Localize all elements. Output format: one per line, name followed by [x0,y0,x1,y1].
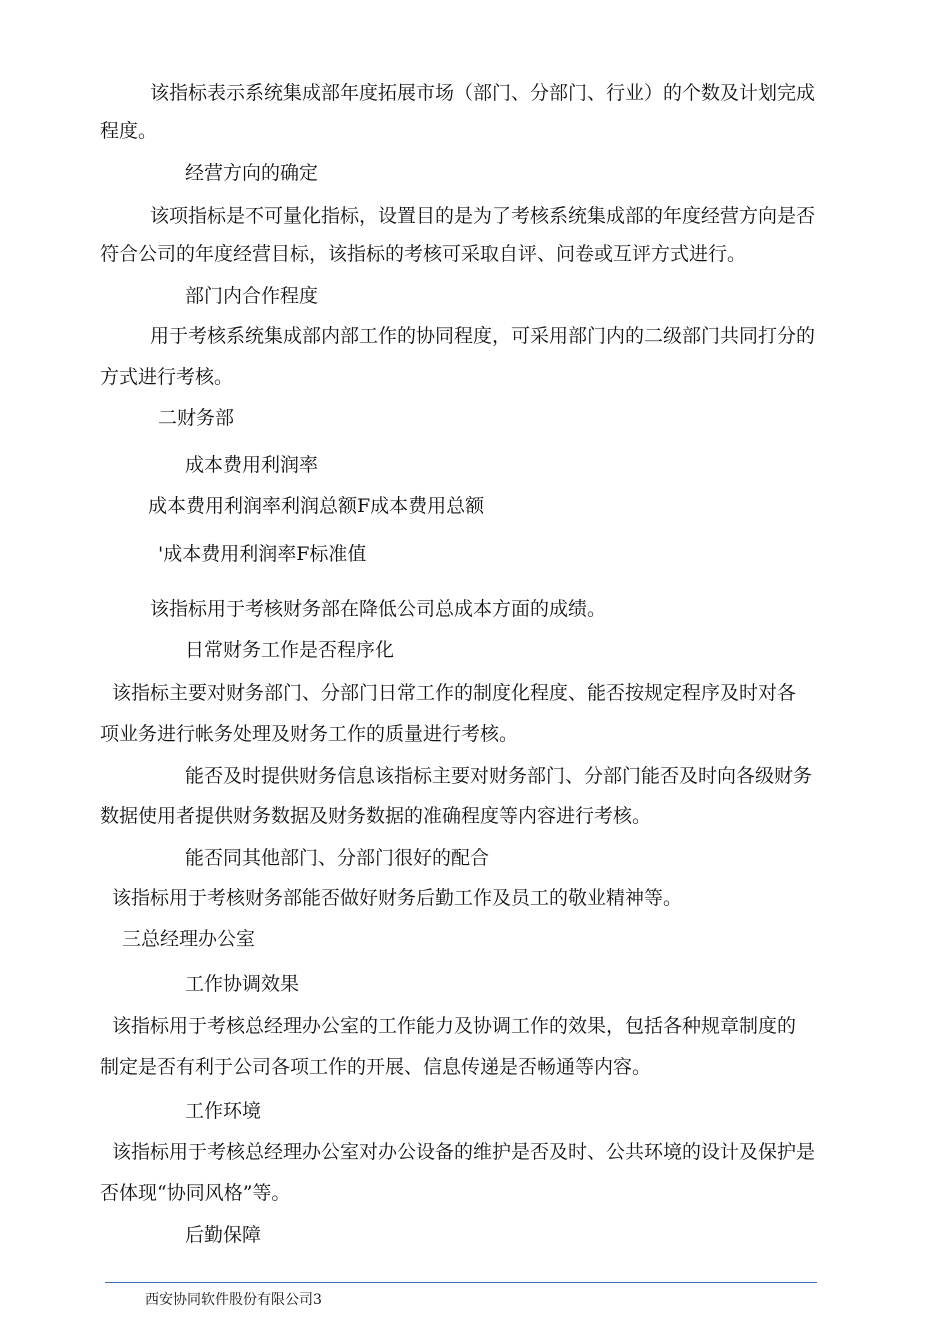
section-heading: 后勤保障 [185,1224,262,1246]
paragraph-line: 该指标表示系统集成部年度拓展市场（部门、分部门、行业）的个数及计划完成 [150,82,816,104]
section-heading: 部门内合作程度 [185,285,319,307]
department-heading: 三总经理办公室 [122,928,256,950]
section-heading: 经营方向的确定 [185,162,319,184]
section-heading: 工作环境 [185,1100,262,1122]
paragraph-line: 能否及时提供财务信息该指标主要对财务部门、分部门能否及时向各级财务 [185,765,813,787]
section-heading: 日常财务工作是否程序化 [185,639,395,661]
section-heading: 成本费用利润率 [185,454,319,476]
paragraph-line: 否体现“协同风格”等。 [100,1182,291,1204]
paragraph-line: 该项指标是不可量化指标，设置目的是为了考核系统集成部的年度经营方向是否 [150,205,816,227]
section-heading: 工作协调效果 [185,973,300,995]
paragraph-line: 程度。 [100,120,158,142]
section-heading: 能否同其他部门、分部门很好的配合 [185,847,490,869]
formula-line: '成本费用利润率F标准值 [158,543,367,565]
paragraph-line: 数据使用者提供财务数据及财务数据的准确程度等内容进行考核。 [100,805,652,827]
paragraph-line: 该指标主要对财务部门、分部门日常工作的制度化程度、能否按规定程序及时对各 [112,682,797,704]
department-heading: 二财务部 [158,407,235,429]
paragraph-line: 该指标用于考核总经理办公室的工作能力及协调工作的效果，包括各种规章制度的 [112,1015,797,1037]
paragraph-line: 该指标用于考核总经理办公室对办公设备的维护是否及时、公共环境的设计及保护是 [112,1141,816,1163]
footer [145,1290,322,1310]
paragraph-line: 该指标用于考核财务部在降低公司总成本方面的成绩。 [150,598,607,620]
paragraph-line: 方式进行考核。 [100,366,234,388]
formula-line: 成本费用利润率利润总额F成本费用总额 [148,495,485,517]
footer-page-number: 3 [313,1292,322,1308]
paragraph-line: 用于考核系统集成部内部工作的协同程度，可采用部门内的二级部门共同打分的 [150,325,816,347]
paragraph-line: 该指标用于考核财务部能否做好财务后勤工作及员工的敬业精神等。 [112,887,683,909]
footer-company: 西安协同软件股份有限公司 [145,1292,313,1308]
paragraph-line: 制定是否有利于公司各项工作的开展、信息传递是否畅通等内容。 [100,1056,652,1078]
footer-divider [105,1282,817,1283]
paragraph-line: 项业务进行帐务处理及财务工作的质量进行考核。 [100,723,519,745]
paragraph-line: 符合公司的年度经营目标，该指标的考核可采取自评、问卷或互评方式进行。 [100,243,747,265]
